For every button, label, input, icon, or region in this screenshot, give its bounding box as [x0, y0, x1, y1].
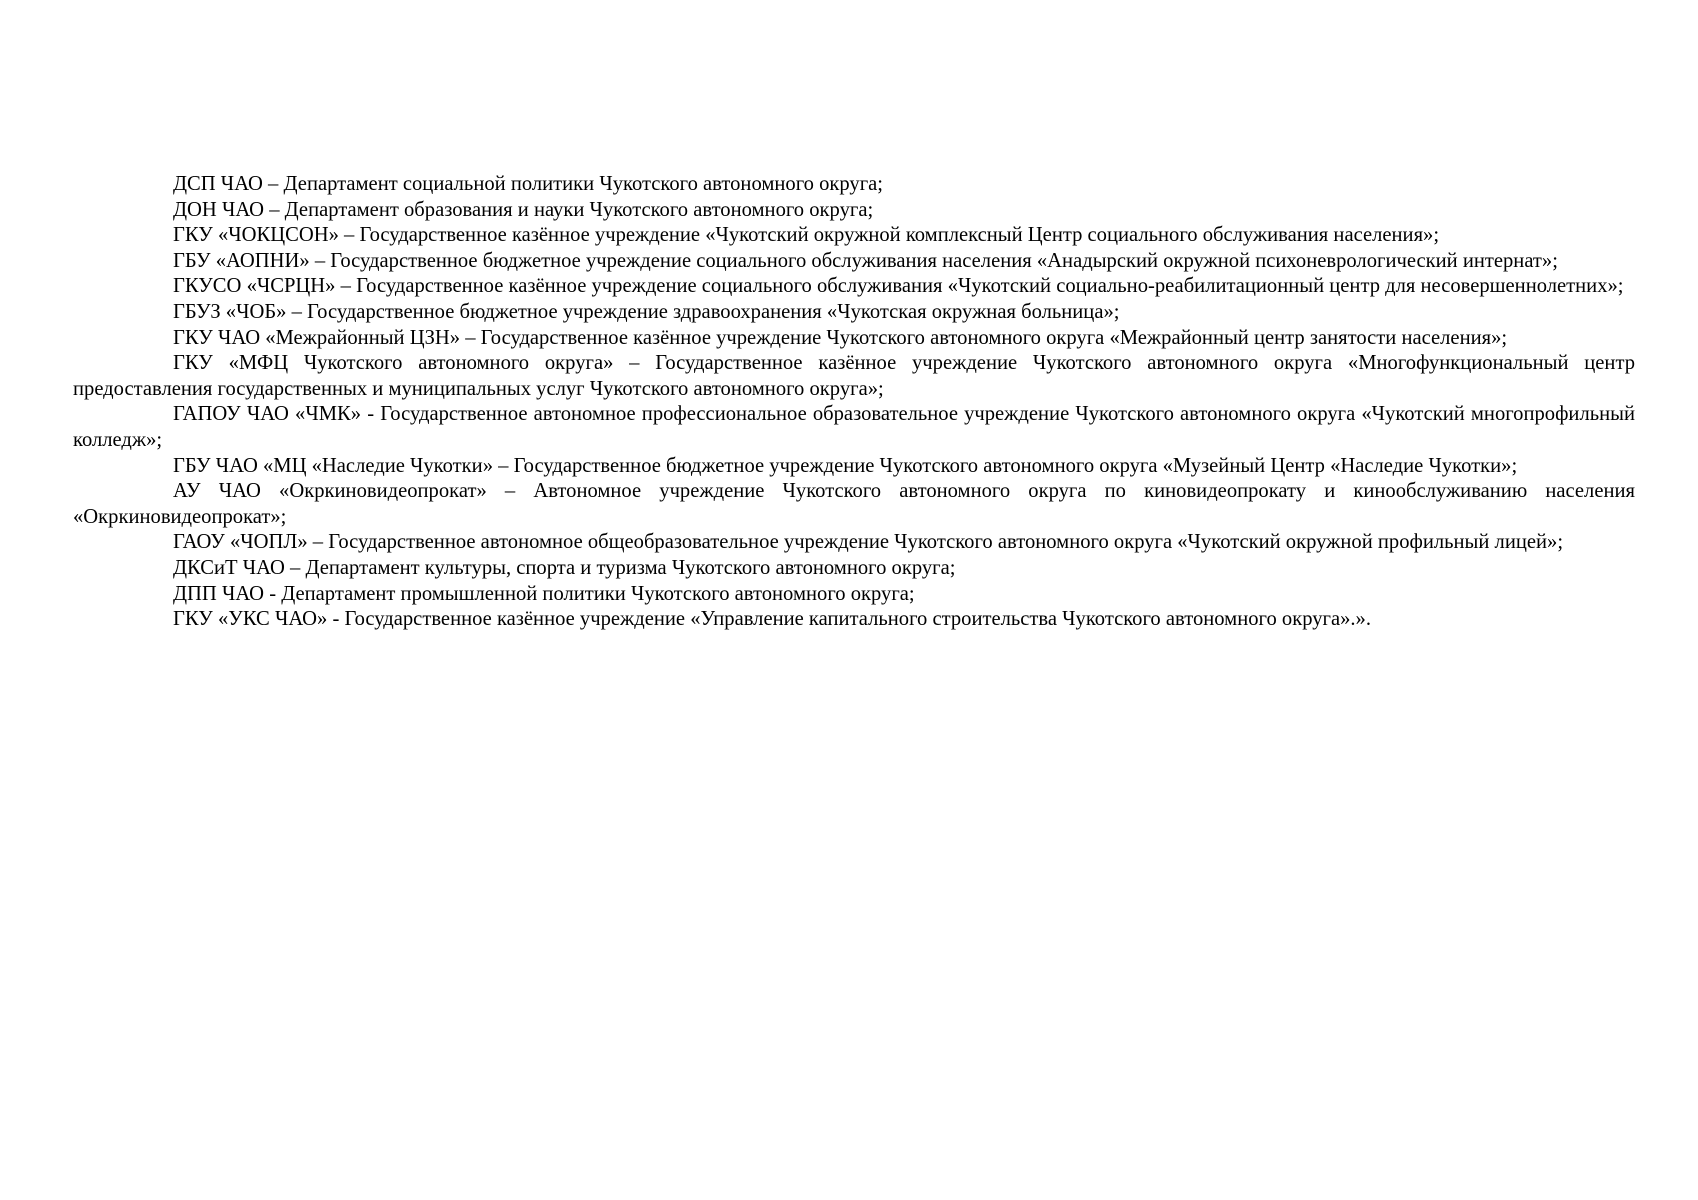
abbreviation-paragraph-chokcson: ГКУ «ЧОКЦСОН» – Государственное казённое учреждение «Чукотский окружной комплексный Центр социального обслуживания населения»; [173, 224, 1440, 247]
abbreviation-paragraph-aopni: ГБУ «АОПНИ» – Государственное бюджетное учреждение социального обслуживания населения «Анадырский окружной психоневрологический интернат»; [173, 249, 1558, 272]
abbreviation-paragraph-dsp: ДСП ЧАО – Департамент социальной политики Чукотского автономного округа; [173, 173, 884, 195]
abbreviation-paragraph-dksit: ДКСиТ ЧАО – Департамент культуры, спорта и туризма Чукотского автономного округа; [173, 556, 956, 579]
abbreviation-paragraph-uks: ГКУ «УКС ЧАО» - Государственное казённое учреждение «Управление капитального строительства Чукотского автономного округа».». [173, 608, 1371, 631]
abbreviation-paragraph-chsrcn: ГКУСО «ЧСРЦН» – Государственное казённое учреждение социального обслуживания «Чукотский социально-реабилитационный центр для несовершеннолетних»; [173, 275, 1624, 298]
abbreviation-paragraph-don: ДОН ЧАО – Департамент образования и науки Чукотского автономного округа; [173, 198, 874, 221]
abbreviation-paragraph-chob: ГБУЗ «ЧОБ» – Государственное бюджетное учреждение здравоохранения «Чукотская окружная больница»; [173, 300, 1120, 323]
abbreviation-paragraph-chopl: ГАОУ «ЧОПЛ» – Государственное автономное общеобразовательное учреждение Чукотского автономного округа «Чукотский окружной профильный лицей»; [173, 531, 1564, 554]
abbreviation-paragraph-nasledie: ГБУ ЧАО «МЦ «Наследие Чукотки» – Государственное бюджетное учреждение Чукотского автономного округа «Музейный Центр «Наследие Чукотки»; [173, 454, 1518, 477]
abbreviation-paragraph-czn: ГКУ ЧАО «Межрайонный ЦЗН» – Государственное казённое учреждение Чукотского автономного округа «Межрайонный центр занятости населения»; [173, 326, 1508, 349]
abbreviation-paragraph-okrkino: АУ ЧАО «Окркиновидеопрокат» – Автономное учреждение Чукотского автономного округа по киновидеопрокату и кинообслуживанию населения «Окркиновидеопрокат»; [73, 480, 1635, 528]
document-page [73, 172, 1635, 633]
abbreviation-paragraph-chmk: ГАПОУ ЧАО «ЧМК» - Государственное автономное профессиональное образовательное учреждение Чукотского автономного округа «Чукотский многопрофильный колледж»; [73, 403, 1635, 451]
abbreviation-paragraph-dpp: ДПП ЧАО - Департамент промышленной политики Чукотского автономного округа; [173, 582, 915, 605]
abbreviation-paragraph-mfc: ГКУ «МФЦ Чукотского автономного округа» – Государственное казённое учреждение Чукотского автономного округа «Многофункциональный центр предоставления государственных и муниципальных услуг Чукотского автономного округа»; [73, 352, 1635, 400]
